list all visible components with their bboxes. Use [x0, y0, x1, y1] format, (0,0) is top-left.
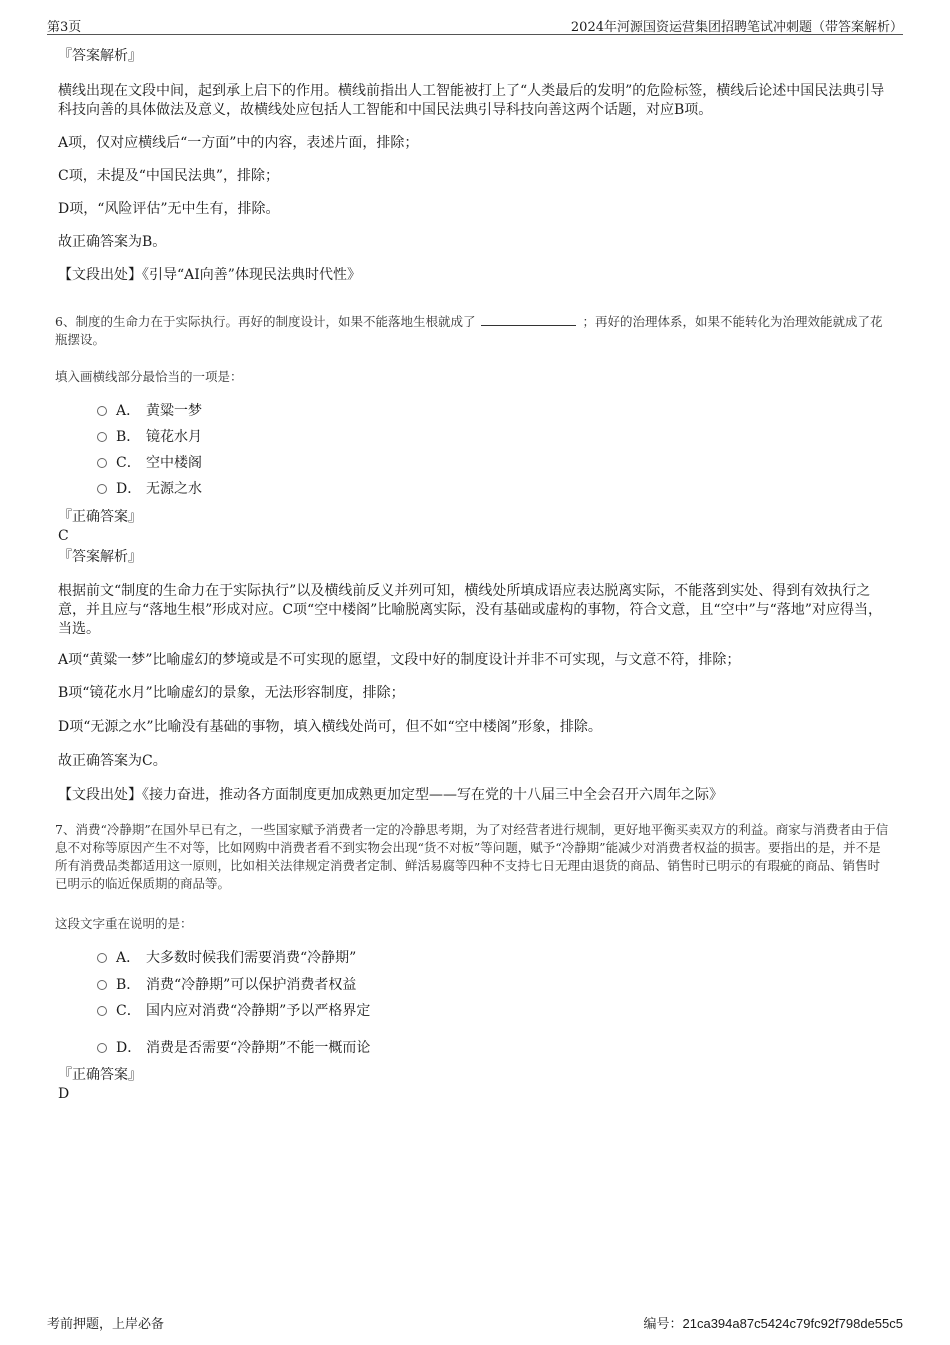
q6-answer-heading: 『正确答案』 — [58, 509, 142, 525]
radio-icon[interactable] — [97, 1006, 107, 1016]
q6-stem-after: ；再好的治理体系，如果不能转化为治理效能就成了花瓶摆设。 — [55, 314, 883, 347]
q5-analysis-option-d: D项，“风险评估”无中生有，排除。 — [58, 201, 280, 217]
q5-analysis-option-a: A项，仅对应横线后“一方面”中的内容，表述片面，排除； — [58, 135, 419, 151]
q5-source: 【文段出处】《引导“AI向善”体现民法典时代性》 — [58, 267, 361, 283]
radio-icon[interactable] — [97, 1043, 107, 1053]
document-title: 2024年河源国资运营集团招聘笔试冲刺题（带答案解析） — [570, 20, 903, 35]
radio-icon[interactable] — [97, 432, 107, 442]
footer-slogan: 考前押题，上岸必备 — [47, 1317, 165, 1332]
q6-blank-line — [481, 313, 576, 326]
q6-source: 【文段出处】《接力奋进，推动各方面制度更加成熟更加定型——写在党的十八届三中全会召开六周年之际》 — [58, 787, 723, 803]
radio-icon[interactable] — [97, 458, 107, 468]
radio-icon[interactable] — [97, 980, 107, 990]
q7-prompt: 这段文字重在说明的是： — [55, 916, 193, 931]
q6-analysis-option-a: A项“黄粱一梦”比喻虚幻的梦境或是不可实现的愿望，文段中好的制度设计并非不可实现，与文意不符，排除； — [58, 652, 741, 668]
q7-option-c[interactable]: C． 国内应对消费“冷静期”予以严格界定 — [97, 1002, 370, 1021]
q6-analysis-option-d: D项“无源之水”比喻没有基础的事物，填入横线处尚可，但不如“空中楼阁”形象，排除。 — [58, 719, 602, 735]
q6-conclusion: 故正确答案为C。 — [58, 753, 167, 769]
q6-option-d[interactable]: D． 无源之水 — [97, 480, 202, 499]
radio-icon[interactable] — [97, 406, 107, 416]
q5-analysis-option-c: C项，未提及“中国民法典”，排除； — [58, 168, 280, 184]
radio-icon[interactable] — [97, 484, 107, 494]
q7-answer: D — [58, 1086, 70, 1102]
page-header — [47, 14, 903, 35]
q6-answer: C — [58, 528, 69, 544]
q6-option-b[interactable]: B． 镜花水月 — [97, 428, 202, 447]
q7-answer-heading: 『正确答案』 — [58, 1067, 142, 1083]
q6-stem-before: 6、制度的生命力在于实际执行。再好的制度设计，如果不能落地生根就成了 — [55, 314, 476, 329]
radio-icon[interactable] — [97, 953, 107, 963]
q6-option-c[interactable]: C． 空中楼阁 — [97, 454, 202, 473]
q5-analysis-paragraph: 横线出现在文段中间，起到承上启下的作用。横线前指出人工智能被打上了“人类最后的发明”的危险标签，横线后论述中国民法典引导科技向善的具体做法及意义，故横线处应包括人工智能和中国民法典引导科技向善这两个话题，对应B项。 — [58, 83, 885, 118]
q7-option-b[interactable]: B． 消费“冷静期”可以保护消费者权益 — [97, 976, 356, 995]
q6-stem — [55, 313, 890, 349]
q6-analysis-option-b: B项“镜花水月”比喻虚幻的景象，无法形容制度，排除； — [58, 685, 405, 701]
q5-analysis-heading: 『答案解析』 — [58, 48, 142, 64]
page-number: 第3页 — [47, 20, 82, 35]
q7-option-a[interactable]: A． 大多数时候我们需要消费“冷静期” — [97, 949, 356, 968]
q7-option-d[interactable]: D． 消费是否需要“冷静期”不能一概而论 — [97, 1039, 370, 1058]
code-label: 编号： — [643, 1317, 683, 1332]
q6-prompt: 填入画横线部分最恰当的一项是： — [55, 369, 243, 384]
q6-analysis-paragraph: 根据前文“制度的生命力在于实际执行”以及横线前反义并列可知，横线处所填成语应表达脱离实际，不能落到实处、得到有效执行之意，并且应与“落地生根”形成对应。C项“空中楼阁”比喻脱离实际，没有基础或虚构的事物，符合文意，且“空中”与“落地”对应得当，当选。 — [58, 583, 882, 637]
q7-stem: 7、消费“冷静期”在国外早已有之，一些国家赋予消费者一定的冷静思考期，为了对经营者进行规制，更好地平衡买卖双方的利益。商家与消费者由于信息不对称等原因产生不对等，比如网购中消费者看不到实物会出现“货不对板”等问题，赋予“冷静期”能减少对消费者权益的损害。要指出的是，并不是所有消费品类都适用这一原则，比如相关法律规定消费者定制、鲜活易腐等四种不支持七日无理由退货的商品、销售时已明示的有瑕疵的商品、销售时已明示的临近保质期的商品等。 — [55, 822, 889, 891]
q6-option-a[interactable]: A． 黄粱一梦 — [97, 402, 202, 421]
q5-conclusion: 故正确答案为B。 — [58, 234, 167, 250]
code-value: 21ca394a87c5424c79fc92f798de55c5 — [682, 1316, 903, 1331]
document-code — [644, 1313, 904, 1332]
q6-analysis-heading: 『答案解析』 — [58, 549, 142, 565]
